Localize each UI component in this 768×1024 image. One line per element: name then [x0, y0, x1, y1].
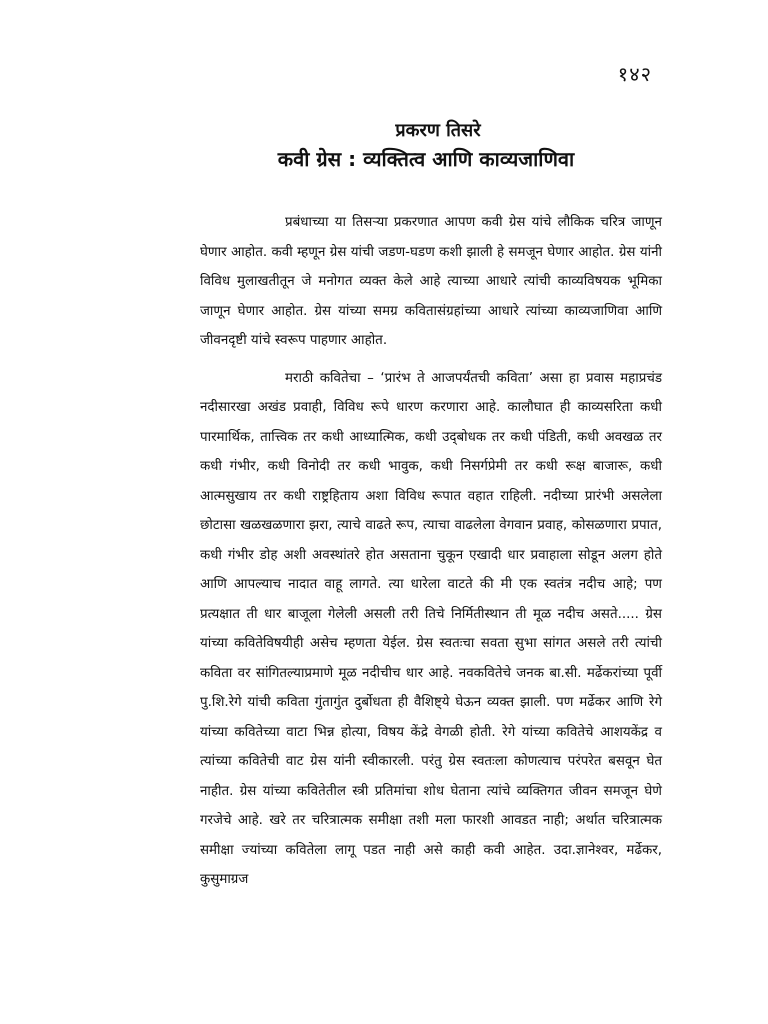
- body-text: [200, 208, 662, 895]
- chapter-label: प्रकरण तिसरे: [395, 120, 481, 141]
- chapter-title: कवी ग्रेस : व्यक्तित्व आणि काव्यजाणिवा: [277, 147, 575, 171]
- page-number: १४२: [617, 62, 652, 86]
- paragraph: मराठी कवितेचा – ‘प्रारंभ ते आजपर्यंतची कविता’ असा हा प्रवास महाप्रचंड नदीसारखा अखंड प्रवाही, विविध रूपे धारण करणारा आहे. कालौघात ही काव्यसरिता कधी पारमार्थिक, तात्त्विक तर कधी आध्यात्मिक, कधी उद्‌बोधक तर कधी पंडिती, कधी अवखळ तर कधी गंभीर, कधी विनोदी तर कधी भावुक, कधी निसर्गप्रेमी तर कधी रूक्ष बाजारू, कधी आत्मसुखाय तर कधी राष्ट्रहिताय अशा विविध रूपात वहात राहिली. नदीच्या प्रारंभी असलेला छोटासा खळखळणारा झरा, त्याचे वाढते रूप, त्याचा वाढलेला वेगवान प्रवाह, कोसळणारा प्रपात, कधी गंभीर डोह अशी अवस्थांतरे होत असताना चुकून एखादी धार प्रवाहाला सोडून अलग होते आणि आपल्याच नादात वाहू लागते. त्या धारेला वाटते की मी एक स्वतंत्र नदीच आहे; पण प्रत्यक्षात ती धार बाजूला गेलेली असली तरी तिचे निर्मितीस्थान ती मूळ नदीच असते..... ग्रेस यांच्या कवितेविषयीही असेच म्हणता येईल. ग्रेस स्वतःचा सवता सुभा सांगत असले तरी त्यांची कविता वर सांगितल्याप्रमाणे मूळ नदीचीच धार आहे. नवकवितेचे जनक बा.सी. मर्ढेकरांच्या पूर्वी पु.शि.रेगे यांची कविता गुंतागुंत दुर्बोधता ही वैशिष्ट्ये घेऊन व्यक्त झाली. पण मर्ढेकर आणि रेगे यांच्या कवितेच्या वाटा भिन्न होत्या, विषय केंद्रे वेगळी होती. रेगे यांच्या कवितेचे आशयकेंद्र व त्यांच्या कवितेची वाट ग्रेस यांनी स्वीकारली. परंतु ग्रेस स्वतःला कोणत्याच परंपरेत बसवून घेत नाहीत. ग्रेस यांच्या कवितेतील स्त्री प्रतिमांचा शोध घेताना त्यांचे व्यक्तिगत जीवन समजून घेणे गरजेचे आहे. खरे तर चरित्रात्मक समीक्षा तशी मला फारशी आवडत नाही; अर्थात चरित्रात्मक समीक्षा ज्यांच्या कवितेला लागू पडत नाही असे काही कवी आहेत. उदा.ज्ञानेश्वर, मर्ढेकर, कुसुमाग्रज: [200, 370, 662, 887]
- paragraph: प्रबंधाच्या या तिसऱ्या प्रकरणात आपण कवी ग्रेस यांचे लौकिक चरित्र जाणून घेणार आहोत. कवी म्हणून ग्रेस यांची जडण-घडण कशी झाली हे समजून घेणार आहोत. ग्रेस यांनी विविध मुलाखतीतून जे मनोगत व्यक्त केले आहे त्याच्या आधारे त्यांची काव्यविषयक भूमिका जाणून घेणार आहोत. ग्रेस यांच्या समग्र कवितासंग्रहांच्या आधारे त्यांच्या काव्यजाणिवा आणि जीवनदृष्टी यांचे स्वरूप पाहणार आहोत.: [200, 215, 662, 348]
